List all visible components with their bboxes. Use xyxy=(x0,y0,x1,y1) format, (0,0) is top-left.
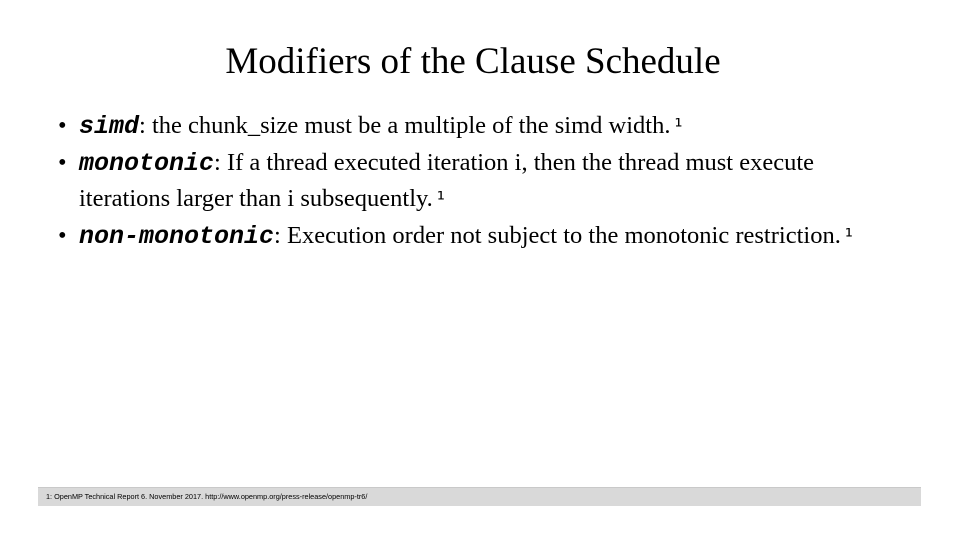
bullet-dot: • xyxy=(58,112,67,139)
bullet-dot: • xyxy=(58,221,67,249)
footnote-bar xyxy=(38,487,921,506)
bullet-item-monotonic xyxy=(56,145,876,218)
bullet-text: : If a thread executed iteration i, then the thread must execute iterations larger than i subsequently. xyxy=(79,148,815,212)
bullet-list xyxy=(56,108,876,254)
bullet-item-non-monotonic xyxy=(56,218,876,255)
slide-title: Modifiers of the Clause Schedule xyxy=(225,41,721,82)
footnote-ref: ¹ xyxy=(674,114,683,138)
keyword-non-monotonic: non-monotonic xyxy=(79,221,275,251)
keyword-simd: simd xyxy=(79,112,140,141)
keyword-monotonic: monotonic xyxy=(79,148,215,178)
footnote-text: 1: OpenMP Technical Report 6. November 2017. http://www.openmp.org/press-release/openmp-tr6/ xyxy=(46,492,368,501)
bullet-text: : the chunk_size must be a multiple of the simd width. xyxy=(139,112,671,139)
footnote-ref: ¹ xyxy=(844,223,853,248)
footnote-ref: ¹ xyxy=(436,187,445,211)
bullet-dot: • xyxy=(58,148,67,176)
bullet-text: : Execution order not subject to the monotonic restriction. xyxy=(274,221,841,249)
bullet-item-simd xyxy=(56,108,876,145)
